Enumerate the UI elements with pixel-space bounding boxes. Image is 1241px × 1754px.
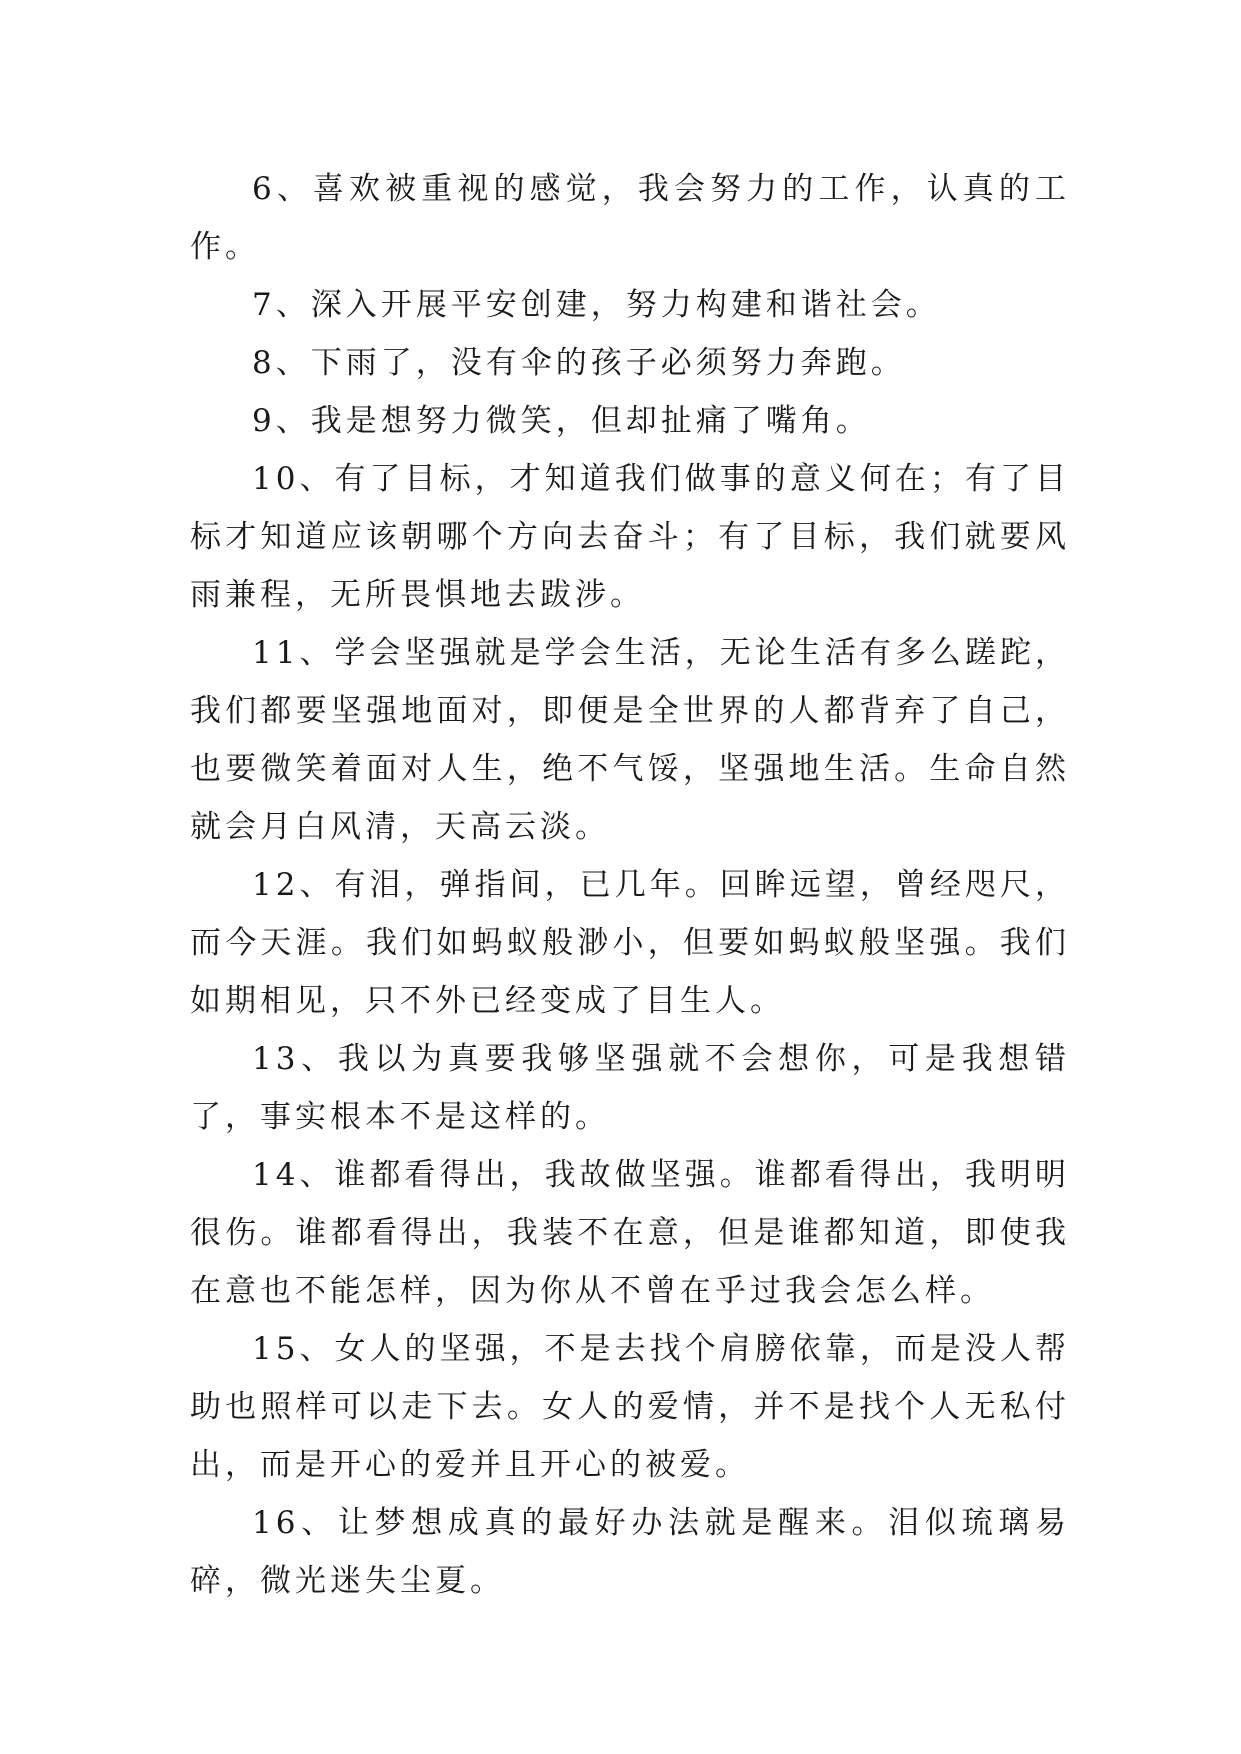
paragraph-14: 14、谁都看得出，我故做坚强。谁都看得出，我明明很伤。谁都看得出，我装不在意，但是谁都知道，即使我在意也不能怎样，因为你从不曾在乎过我会怎么样。: [190, 1157, 1070, 1309]
paragraph-15: 15、女人的坚强，不是去找个肩膀依靠，而是没人帮助也照样可以走下去。女人的爱情，并不是找个人无私付出，而是开心的爱并且开心的被爱。: [190, 1331, 1070, 1483]
paragraph-16: 16、让梦想成真的最好办法就是醒来。泪似琉璃易碎，微光迷失尘夏。: [190, 1505, 1070, 1599]
paragraph-6: 6、喜欢被重视的感觉，我会努力的工作，认真的工作。: [190, 171, 1070, 265]
paragraph-11: 11、学会坚强就是学会生活，无论生活有多么蹉跎，我们都要坚强地面对，即便是全世界的人都背弃了自己，也要微笑着面对人生，绝不气馁，坚强地生活。生命自然就会月白风清，天高云淡。: [190, 635, 1070, 845]
paragraph-7: 7、深入开展平安创建，努力构建和谐社会。: [252, 287, 941, 323]
paragraph-9: 9、我是想努力微笑，但却扯痛了嘴角。: [252, 403, 871, 439]
document-body: [190, 160, 1070, 1610]
paragraph-10: 10、有了目标，才知道我们做事的意义何在；有了目标才知道应该朝哪个方向去奋斗；有了目标，我们就要风雨兼程，无所畏惧地去跋涉。: [190, 461, 1070, 613]
paragraph-8: 8、下雨了，没有伞的孩子必须努力奔跑。: [252, 345, 906, 381]
paragraph-12: 12、有泪，弹指间，已几年。回眸远望，曾经咫尺，而今天涯。我们如蚂蚁般渺小，但要如蚂蚁般坚强。我们如期相见，只不外已经变成了目生人。: [190, 867, 1070, 1019]
paragraph-13: 13、我以为真要我够坚强就不会想你，可是我想错了，事实根本不是这样的。: [190, 1041, 1070, 1135]
